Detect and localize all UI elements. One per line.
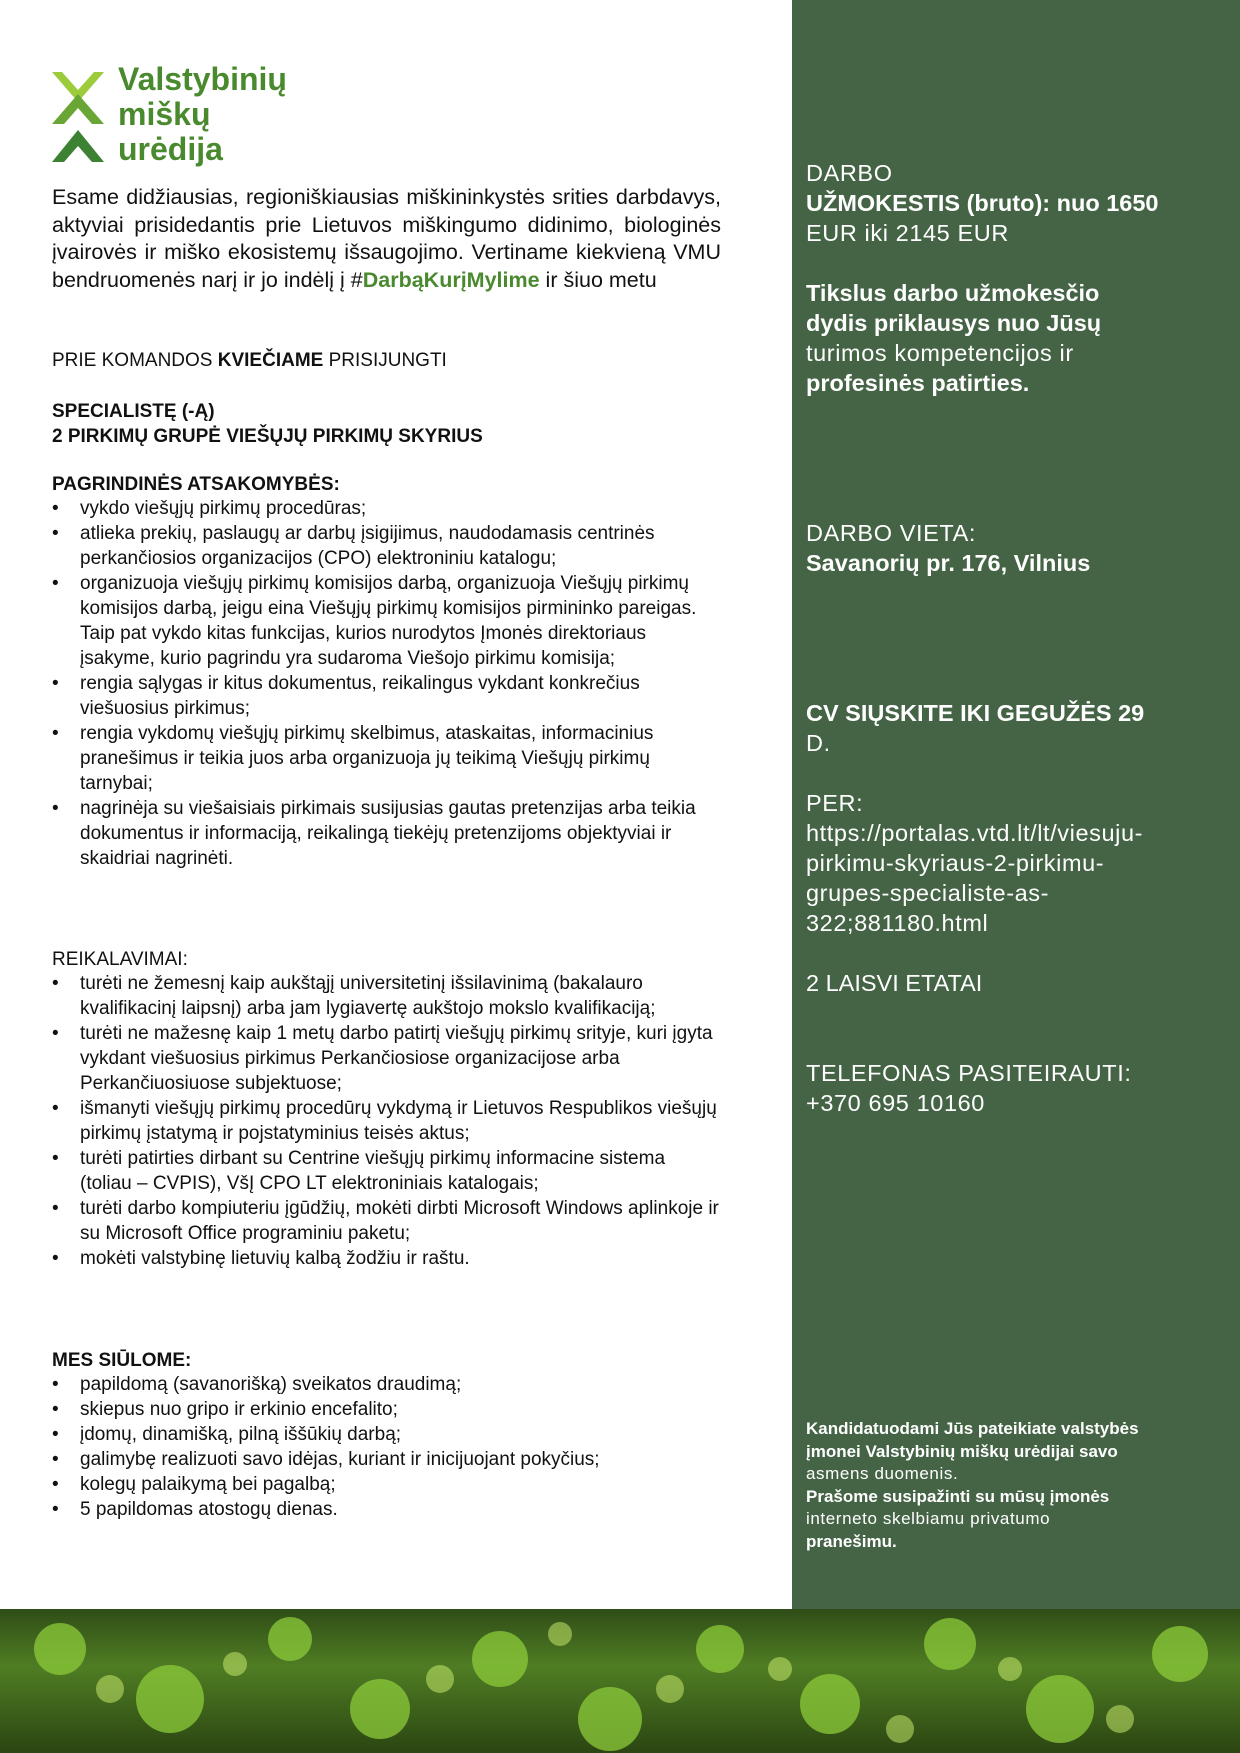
phone-label: TELEFONAS PASITEIRAUTI: <box>806 1060 1132 1086</box>
privacy-l4: Prašome susipažinti su mūsų įmonės <box>806 1486 1110 1506</box>
moss-texture-image <box>0 1609 1240 1753</box>
invite-bold: KVIEČIAME <box>217 350 324 371</box>
workplace-block <box>806 518 1226 578</box>
list-item: • 5 papildomas atostogų dienas. <box>52 1497 722 1522</box>
apply-link-block <box>806 788 1226 938</box>
logo-line3: urėdija <box>118 131 223 167</box>
list-item: • galimybę realizuoti savo idėjas, kuriant ir inicijuojant pokyčius; <box>52 1447 722 1472</box>
privacy-l6: pranešimu. <box>806 1531 897 1551</box>
salary-value: UŽMOKESTIS (bruto): nuo 1650 <box>806 190 1159 216</box>
list-item: • turėti darbo kompiuteriu įgūdžių, mokėti dirbti Microsoft Windows aplinkoje ir su Microsoft Office programiniu paketu; <box>52 1196 722 1246</box>
list-item: • atlieka prekių, paslaugų ar darbų įsigijimus, naudodamasis centrinės perkančiosios organizacijos (CPO) elektroniniu katalogu; <box>52 521 722 571</box>
list-item: • rengia vykdomų viešųjų pirkimų skelbimus, ataskaitas, informacinius pranešimus ir teikia juos arba organizuoja jų teikimą Viešųjų pirkimų tarnybai; <box>52 721 722 796</box>
apply-url-l3[interactable]: grupes-specialiste-as- <box>806 880 1050 906</box>
intro-text-end: ir šiuo metu <box>539 267 657 292</box>
responsibilities-list <box>52 496 722 871</box>
responsibilities-title: PAGRINDINĖS ATSAKOMYBĖS: <box>52 474 340 495</box>
apply-url-l2[interactable]: pirkimu-skyriaus-2-pirkimu- <box>806 850 1105 876</box>
phone-number[interactable]: +370 695 10160 <box>806 1090 985 1116</box>
position-heading <box>52 399 483 449</box>
position-unit: 2 PIRKIMŲ GRUPĖ VIEŠŲJŲ PIRKIMŲ SKYRIUS <box>52 426 483 447</box>
intro-paragraph <box>52 184 721 294</box>
workplace-label: DARBO VIETA: <box>806 520 976 546</box>
list-item: • skiepus nuo gripo ir erkinio encefalito; <box>52 1397 722 1422</box>
moss-photo-banner <box>0 1609 1240 1753</box>
vacancies-count: 2 LAISVI ETATAI <box>806 970 983 996</box>
salary-note-l1: Tikslus darbo užmokesčio <box>806 280 1100 306</box>
requirements-section <box>52 949 722 1271</box>
list-item: • įdomų, dinamišką, pilną iššūkių darbą; <box>52 1422 722 1447</box>
phone-block <box>806 1058 1226 1118</box>
list-item: • turėti patirties dirbant su Centrine viešųjų pirkimų informacine sistema (toliau – CVPIS), VšĮ CPO LT elektroniniais katalogais; <box>52 1146 722 1196</box>
offer-list <box>52 1372 722 1522</box>
privacy-l1: Kandidatuodami Jūs pateikiate valstybės <box>806 1419 1139 1438</box>
list-item: • turėti ne mažesnę kaip 1 metų darbo patirtį viešųjų pirkimų srityje, kuri įgyta vykdant viešuosius pirkimus Perkančiosiose organizacijose arba Perkančiuosiuose subjektuose; <box>52 1021 722 1096</box>
apply-url[interactable] <box>806 818 1226 938</box>
hashtag: DarbąKurįMylime <box>362 267 540 292</box>
privacy-note <box>806 1418 1226 1553</box>
invite-pre: PRIE KOMANDOS <box>52 350 218 371</box>
company-logo <box>52 62 292 174</box>
list-item: • organizuoja viešųjų pirkimų komisijos darbą, organizuoja Viešųjų pirkimų komisijos darbą, jeigu eina Viešųjų pirkimų komisijos pirmininko pareigas. Taip pat vykdo kitas funkcijas, kurios nurodytos Įmonės direktoriaus įsakyme, kurio pagrindu yra sudaroma Viešojo pirkimu komisija; <box>52 571 722 671</box>
deadline-text-end: D. <box>806 730 831 756</box>
list-item: • rengia sąlygas ir kitus dokumentus, reikalingus vykdant konkrečius viešuosius pirkimus; <box>52 671 722 721</box>
logo-line1: Valstybinių <box>118 61 287 97</box>
salary-note <box>806 278 1226 398</box>
list-item: • turėti ne žemesnį kaip aukštąjį universitetinį išsilavinimą (bakalauro kvalifikacinį laipsnį) arba jam lygiavertę aukštojo mokslo kvalifikaciją; <box>52 971 722 1021</box>
salary-label: DARBO <box>806 160 893 186</box>
list-item: • išmanyti viešųjų pirkimų procedūrų vykdymą ir Lietuvos Respublikos viešųjų pirkimų įstatymą ir pojstatyminius teisės aktus; <box>52 1096 722 1146</box>
requirements-title: REIKALAVIMAI: <box>52 949 188 970</box>
apply-url-l4[interactable]: 322;881180.html <box>806 910 989 936</box>
salary-note-l4: profesinės patirties. <box>806 370 1030 396</box>
position-title: SPECIALISTĘ (-Ą) <box>52 401 215 422</box>
offer-title: MES SIŪLOME: <box>52 1350 192 1371</box>
requirements-list <box>52 971 722 1271</box>
tree-logo-icon <box>52 68 104 168</box>
logo-line2: miškų <box>118 96 211 132</box>
responsibilities-section <box>52 474 722 871</box>
intro-text: Esame didžiausias, regioniškiausias miškininkystės srities darbdavys, aktyviai prisidedantis prie Lietuvos miškingumo didinimo, biologinės įvairovės ir miško ekosistemų išsaugojimo. Vertiname kiekvieną VMU bendruomenės narį ir jo indėlį į # <box>52 185 721 292</box>
salary-note-l3: turimos kompetencijos ir <box>806 340 1074 366</box>
list-item: • mokėti valstybinę lietuvių kalbą žodžiu ir raštu. <box>52 1246 722 1271</box>
privacy-link[interactable]: interneto skelbiamu privatumo <box>806 1509 1051 1528</box>
privacy-l2: įmonei Valstybinių miškų urėdijai savo <box>806 1441 1118 1461</box>
invite-line <box>52 350 447 372</box>
apply-label: PER: <box>806 790 864 816</box>
deadline-block <box>806 698 1226 758</box>
list-item: • kolegų palaikymą bei pagalbą; <box>52 1472 722 1497</box>
list-item: • vykdo viešųjų pirkimų procedūras; <box>52 496 722 521</box>
workplace-address: Savanorių pr. 176, Vilnius <box>806 550 1091 576</box>
deadline-text: CV SIŲSKITE IKI GEGUŽĖS 29 <box>806 700 1145 726</box>
apply-url-l1[interactable]: https://portalas.vtd.lt/lt/viesuju- <box>806 820 1144 846</box>
list-item: • nagrinėja su viešaisiais pirkimais susijusias gautas pretenzijas arba teikia dokumentus ir informaciją, reikalingą tiekėjų pretenzijoms objektyviai ir skaidriai nagrinėti. <box>52 796 722 871</box>
salary-range-end: EUR iki 2145 EUR <box>806 220 1009 246</box>
info-sidebar <box>792 0 1240 1609</box>
list-item: • papildomą (savanorišką) sveikatos draudimą; <box>52 1372 722 1397</box>
salary-block <box>806 158 1226 248</box>
privacy-l3: asmens duomenis. <box>806 1464 959 1483</box>
invite-post: PRISIJUNGTI <box>323 350 447 371</box>
salary-note-l2: dydis priklausys nuo Jūsų <box>806 310 1102 336</box>
offer-section <box>52 1350 722 1522</box>
